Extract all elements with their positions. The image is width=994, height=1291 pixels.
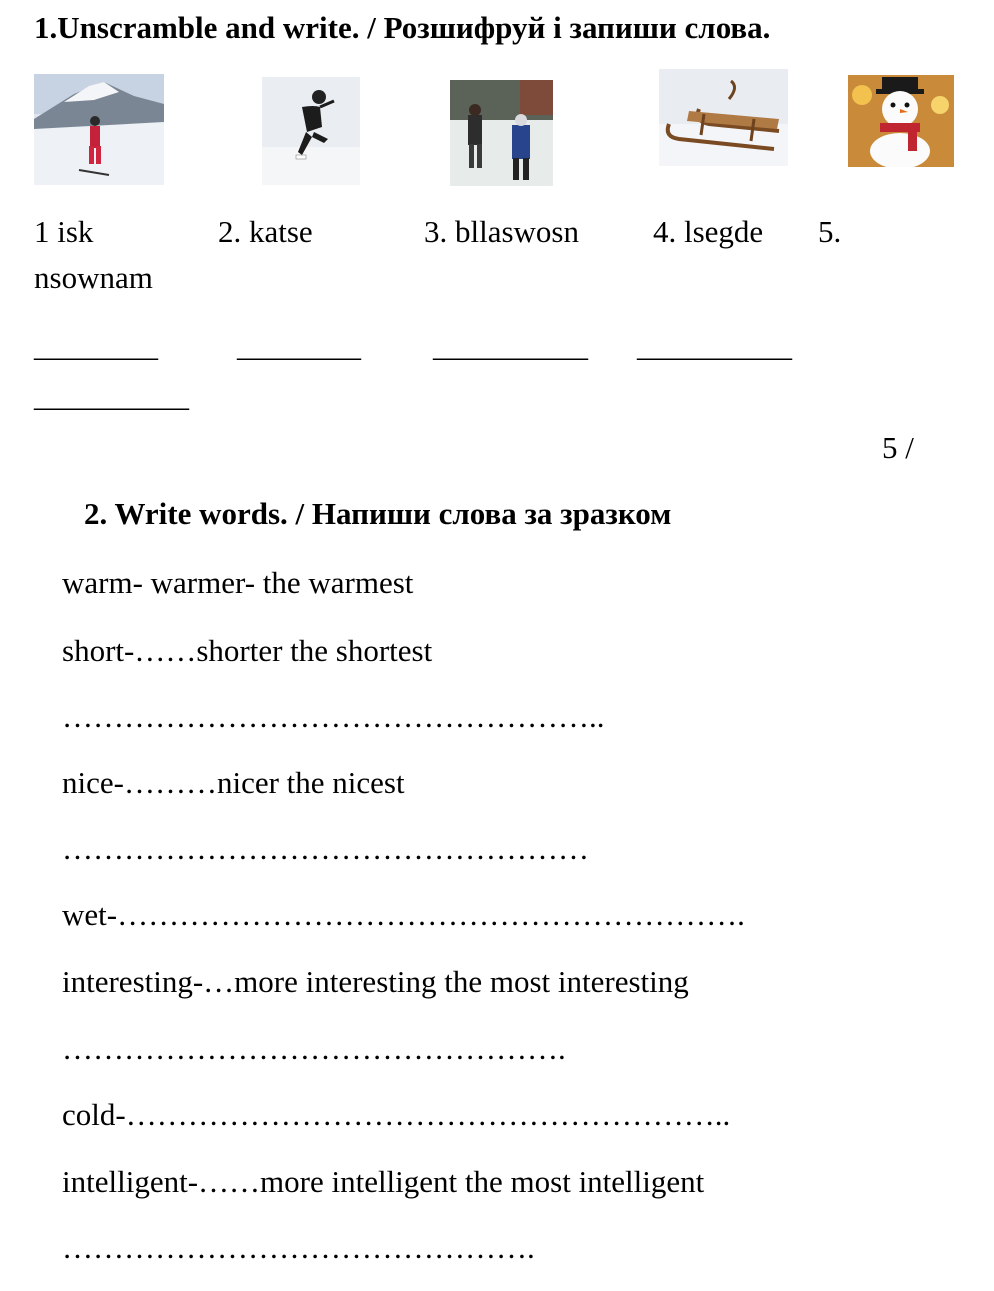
- exercise-line-interesting: interesting-…more interesting the most interesting: [62, 964, 689, 999]
- exercise-1-score: 5 /: [882, 430, 914, 465]
- exercise-line-short: short-……shorter the shortest: [62, 633, 433, 668]
- answer-dotted-line[interactable]: ……………………………………………..: [62, 699, 605, 734]
- answer-blank-5[interactable]: __________: [34, 378, 189, 413]
- scrambled-word-2: 2. katse: [218, 214, 313, 249]
- exercise-2-title: 2. Write words. / Напиши слова за зразком: [84, 496, 672, 531]
- exercise-line-wet[interactable]: wet-…………………………………………………….: [62, 897, 745, 932]
- scrambled-word-3: 3. bllaswosn: [424, 214, 579, 249]
- answer-blank-2[interactable]: ________: [237, 328, 361, 363]
- snowman-picture: [848, 75, 954, 167]
- sledge-picture: [659, 69, 788, 166]
- example-line: warm- warmer- the warmest: [62, 565, 414, 600]
- answer-blank-4[interactable]: __________: [637, 328, 792, 363]
- exercise-line-cold[interactable]: cold-…………………………………………………..: [62, 1097, 731, 1132]
- scrambled-word-5-number: 5.: [818, 214, 842, 249]
- ice-skater-picture: [262, 77, 360, 185]
- answer-blank-1[interactable]: ________: [34, 328, 158, 363]
- answer-dotted-line[interactable]: ……………………………………………: [62, 831, 589, 866]
- scrambled-word-5: nsownam: [34, 260, 153, 295]
- exercise-1-title: 1.Unscramble and write. / Розшифруй і запиши слова.: [34, 10, 771, 45]
- scrambled-word-4: 4. lsegde: [653, 214, 764, 249]
- answer-dotted-line[interactable]: ………………………………………….: [62, 1031, 566, 1066]
- answer-blank-3[interactable]: __________: [433, 328, 588, 363]
- snowball-fight-picture: [450, 80, 553, 186]
- skier-picture: [34, 74, 164, 185]
- scrambled-word-1: 1 isk: [34, 214, 94, 249]
- exercise-line-intelligent: intelligent-……more intelligent the most intelligent: [62, 1164, 705, 1199]
- answer-dotted-line[interactable]: ……………………………………….: [62, 1230, 535, 1265]
- exercise-line-nice: nice-………nicer the nicest: [62, 765, 405, 800]
